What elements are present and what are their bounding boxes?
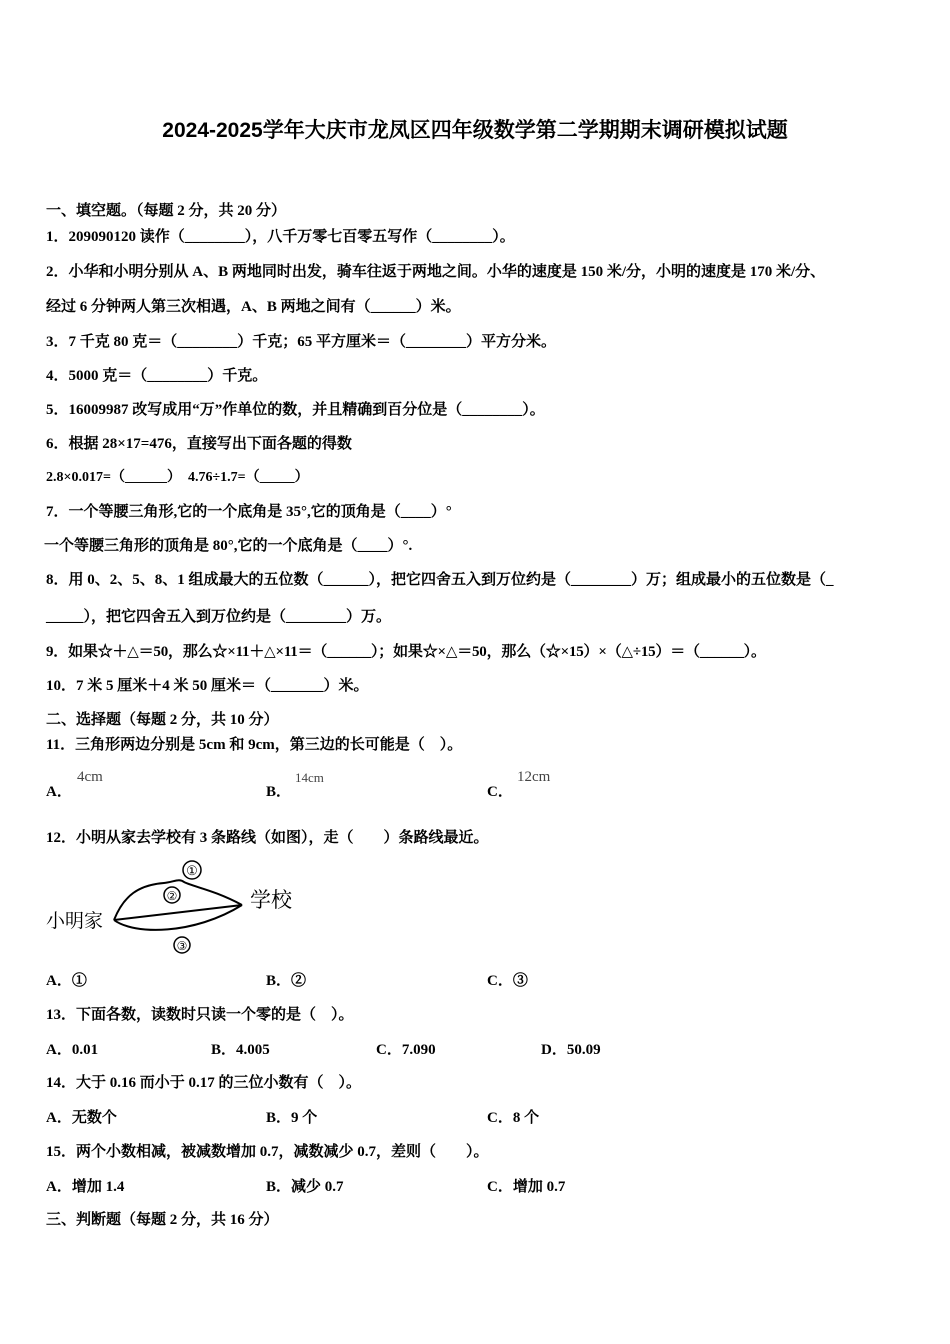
question-2-cont: 经过 6 分钟两人第三次相遇，A、B 两地之间有（______）米。 [46,299,461,315]
option: C．8 个 [487,1110,540,1126]
option: A．增加 1.4 [46,1179,125,1195]
option: B．9 个 [266,1110,318,1126]
question-14: 14．大于 0.16 而小于 0.17 的三位小数有（ ）。 [46,1075,362,1091]
question-13: 13．下面各数，读数时只读一个零的是（ ）。 [46,1007,354,1023]
question-1: 1．209090120 读作（________），八千万零七百零五写作（________）。 [46,229,515,245]
section-heading: 三、判断题（每题 2 分，共 16 分） [46,1212,279,1228]
question-6-cont: 2.8×0.017=（______） 4.76÷1.7=（_____） [46,470,309,485]
option-label: A． [46,784,72,800]
question-9: 9．如果☆＋△＝50，那么☆×11＋△×11＝（______）；如果☆×△＝50，那么（☆×15）×（△÷15）＝（______）。 [46,644,766,660]
route-2-label: ② [166,889,178,903]
option: D．50.09 [541,1042,601,1058]
option-value: 4cm [77,769,103,785]
home-label: 小明家 [46,911,104,932]
question-12: 12．小明从家去学校有 3 条路线（如图），走（ ）条路线最近。 [46,830,489,846]
question-7: 7．一个等腰三角形,它的一个底角是 35°,它的顶角是（____）° [46,504,452,520]
page-title: 2024-2025学年大庆市龙凤区四年级数学第二学期期末调研模拟试题 [162,119,788,142]
question-8-cont: _____），把它四舍五入到万位约是（________）万。 [46,609,392,625]
option: C．增加 0.7 [487,1179,566,1195]
question-4: 4．5000 克＝（________）千克。 [46,368,268,384]
question-2: 2．小华和小明分别从 A、B 两地同时出发，骑车往返于两地之间。小华的速度是 150 米/分，小明的速度是 170 米/分、 [46,264,826,280]
question-6: 6．根据 28×17=476，直接写出下面各题的得数 [46,436,352,452]
question-10: 10．7 米 5 厘米＋4 米 50 厘米＝（_______）米。 [46,678,369,694]
route-3-label: ③ [176,939,188,953]
question-7-cont: 一个等腰三角形的顶角是 80°,它的一个底角是（____）°. [44,538,413,554]
question-3: 3．7 千克 80 克＝（________）千克；65 平方厘米＝（________）平方分米。 [46,334,557,350]
school-label: 学校 [250,888,292,912]
option: A．0.01 [46,1042,99,1058]
option: A．无数个 [46,1110,117,1126]
section-heading: 一、填空题。（每题 2 分，共 20 分） [46,203,287,219]
question-5: 5．16009987 改写成用“万”作单位的数，并且精确到百分位是（________）。 [46,402,545,418]
section-heading: 二、选择题（每题 2 分，共 10 分） [46,712,279,728]
question-15: 15．两个小数相减，被减数增加 0.7，减数减少 0.7，差则（ ）。 [46,1144,489,1160]
route-diagram [44,855,304,960]
option-value: 14cm [295,770,324,785]
route-1-label: ① [186,863,198,878]
option: A．① [46,973,87,989]
option: B．4.005 [211,1042,270,1058]
question-11: 11．三角形两边分别是 5cm 和 9cm，第三边的长可能是（ ）。 [46,737,463,753]
option: B．② [266,973,307,989]
option: C．③ [487,973,528,989]
route-2-path [114,905,242,920]
option: C．7.090 [376,1042,436,1058]
option-value: 12cm [517,769,551,785]
option: B．减少 0.7 [266,1179,344,1195]
question-8: 8．用 0、2、5、8、1 组成最大的五位数（______），把它四舍五入到万位约是（________）万；组成最小的五位数是（_ [46,572,834,588]
option-label: C． [487,784,513,800]
option-label: B． [266,784,292,800]
